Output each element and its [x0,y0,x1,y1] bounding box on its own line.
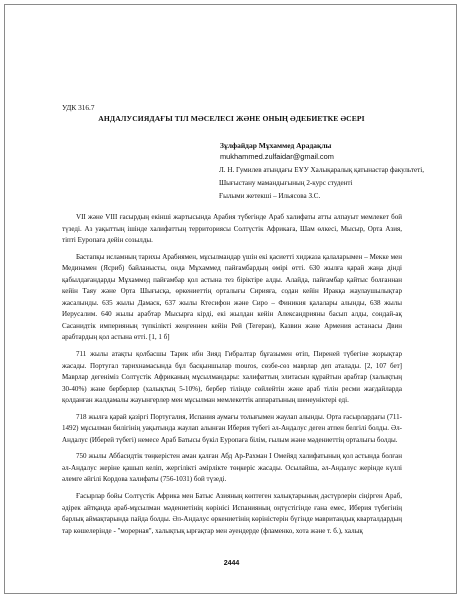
paragraph-culture: Ғасырлар бойы Солтүстік Африка мен Батыс Азияның көптеген халықтарының дәстүрлерін сіңірген Араб, әдірек айтқанда араб-мұсылман мәдениетінің көрінісі Испанияның оңтүстігінде ғана емес, Иберия түбегінің барлық аймақтарында пайда болды. Әл-Андалус өркениетінің көріністерін бүгінде мавритандық кварталдардың тар көшелерінде - "морерная", халықтық ырғақтар мен әуендерде (фламенко, хота және т. б.), халық [62,492,402,535]
paragraph-abd-ar-rahman: 750 жылы Аббасидтік төңкерістен аман қалған Абд Ар-Рахман I Омейяд халифатының қол астында болған әл-Андалус жеріне қашып келіп, жергілікті әмірлікте төңкеріс жасады. Осылайша, әл-Андалус жерінде күллі әлемге әйгілі Кордова халифаты (756-1031) бой түзеді. [62,452,402,484]
paragraph-intro: VII және VIII ғасырдың екінші жартысында Арабия түбегінде Араб халифаты атты алпауыт мемлекет бой түзеді. Аз уақыттың ішінде халифаттың территориясы Солтүстік Африкаға, Шам өлкесі, Мысыр, Орта Азия, тіпті Еуропаға дейін созылды. [62,213,402,245]
udk-code: УДК 316.7 [62,103,95,112]
paragraph-conquest: 718 жылға қарай қазіргі Португалия, Испания аумағы толығымен жаулап алынды. Орта ғасырлардағы (711-1492) мұсылман билігінің уақытында жаулап алынған Иберия түбегі әл-Андалус деген атпен белгілі болды. Әл-Андалус (Иберей түбегі) немесе Араб Батысы бүкіл Еуропаға білім, ғылым және мәдениеттің орталығы болды. [62,412,402,444]
article-title: АНДАЛУСИЯДАҒЫ ТІЛ МӘСЕЛЕСІ ЖӘНЕ ОНЫҢ ӘДЕБИЕТКЕ ӘСЕРІ [98,114,365,123]
affiliation-line-supervisor: Ғылыми жетекші – Ильясова З.С. [219,192,321,200]
article-body [62,212,402,537]
paragraph-early-islam: Бастапқы исламның тарихы Арабиямен, мұсылмандар үшін екі қасиетті хиджаза қалаларымен – Мекке мен Мединамен (Ясриб) байланысты, онда Мұхаммед пайғамбардың өмірі өтті. 630 жылға қарай жаңа дінді қабылдағандарды Мұхаммед пайғамбар қол астына тез біріктіре алды. Алайда, пайғамбар қайтыс болғаннан кейін Таяу және Орта Шығысқа, өркениеттің орталығы Сирияға, содан кейін Иракқа жаулаушылықтар жасалынды. 635 жылы Дамаск, 637 жылы Ктесифон және Сиро – Финикия қалалары алынды, 638 жылы Иерусалим. 640 жылы арабтар Мысырға кірді, екі жылдан кейін Александрияны басып алды, сондай-ақ Сасанидтік империяның түпкілікті жеңгеннен кейін Рей (Тегеран), Казвин және Армения астанасы Двин арабтардың қол астына өтті. [1, 1 б] [62,252,402,342]
paragraph-tariq: 711 жылы атақты қолбасшы Тарик ибн Зияд Гибралтар бұғазымен өтіп, Пиреней түбегіне жорықтар жасады. Португал тарихнамасында бұл басқыншылар mouros, сөзбе-сөз маврлар деп аталады. [2, 107 бет] Маврлар дегеніміз Солтүстік Африканың мұсылмандары: халифаттың элитасын құрайтын арабтар (халықтың 30-40%) және берберлер (халықтың 5-10%), бербер тілінде сөйлейтін және араб тілін ресми жағдайларда қолданған жалдамалы жауынгерлер мен мұсылман мемлекеттік аппаратының шенеуніктері еді. [62,350,402,405]
author-email: mukhammed.zulfaidar@gmail.com [220,152,334,161]
author-name: Зұлфайдар Мұхаммед Арадақлы [220,141,332,150]
page-number: 2444 [223,560,240,567]
affiliation-line-faculty: Л. Н. Гумилев атындағы ЕҰУ Халықаралық қатынастар факультеті, [219,166,424,174]
affiliation-line-student: Шығыстану мамандығының 2-курс студенті [219,179,353,187]
